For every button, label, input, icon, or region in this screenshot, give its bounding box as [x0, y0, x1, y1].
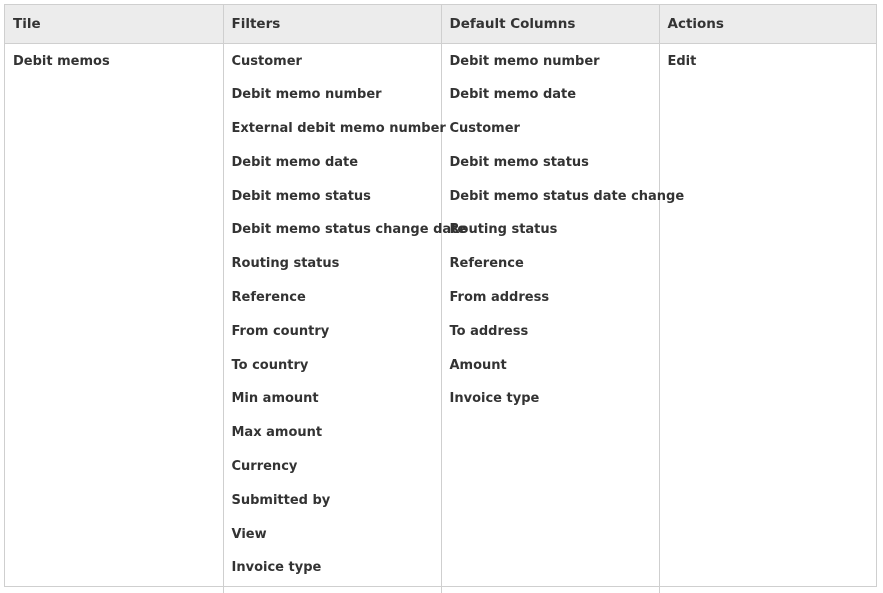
default-columns-list	[450, 53, 651, 425]
cell-default-columns	[441, 43, 659, 593]
table-header-row	[5, 5, 876, 43]
filter-item: Currency	[232, 458, 433, 492]
filter-item: From country	[232, 323, 433, 357]
default-column-item: Invoice type	[450, 390, 651, 424]
header-tile: Tile	[5, 5, 223, 43]
cell-filters	[223, 43, 441, 593]
default-column-item: To address	[450, 323, 651, 357]
filter-item: Debit memo status change date	[232, 221, 433, 255]
filter-item: Invoice type	[232, 559, 433, 593]
default-column-item: Debit memo number	[450, 53, 651, 87]
default-column-item: Amount	[450, 357, 651, 391]
filter-item: Reference	[232, 289, 433, 323]
filter-item: Debit memo status	[232, 188, 433, 222]
filter-item: Debit memo number	[232, 86, 433, 120]
edit-action: Edit	[668, 53, 869, 70]
filter-item: Debit memo date	[232, 154, 433, 188]
default-column-item: From address	[450, 289, 651, 323]
filters-list	[232, 53, 433, 593]
header-default-columns: Default Columns	[441, 5, 659, 43]
cell-tile	[5, 43, 223, 593]
filter-item: Max amount	[232, 424, 433, 458]
header-actions: Actions	[659, 5, 876, 43]
tile-name: Debit memos	[13, 53, 215, 70]
filter-item: To country	[232, 357, 433, 391]
filter-item: Routing status	[232, 255, 433, 289]
default-column-item: Routing status	[450, 221, 651, 255]
tiles-table	[5, 5, 876, 593]
default-column-item: Debit memo date	[450, 86, 651, 120]
filter-item: Submitted by	[232, 492, 433, 526]
default-column-item: Debit memo status date change	[450, 188, 651, 222]
default-column-item: Customer	[450, 120, 651, 154]
cell-actions	[659, 43, 876, 593]
filter-item: Customer	[232, 53, 433, 87]
filter-item: External debit memo number	[232, 120, 433, 154]
header-filters: Filters	[223, 5, 441, 43]
default-column-item: Reference	[450, 255, 651, 289]
tiles-table-container	[4, 4, 877, 587]
table-row	[5, 43, 876, 593]
filter-item: View	[232, 526, 433, 560]
filter-item: Min amount	[232, 390, 433, 424]
default-column-item: Debit memo status	[450, 154, 651, 188]
